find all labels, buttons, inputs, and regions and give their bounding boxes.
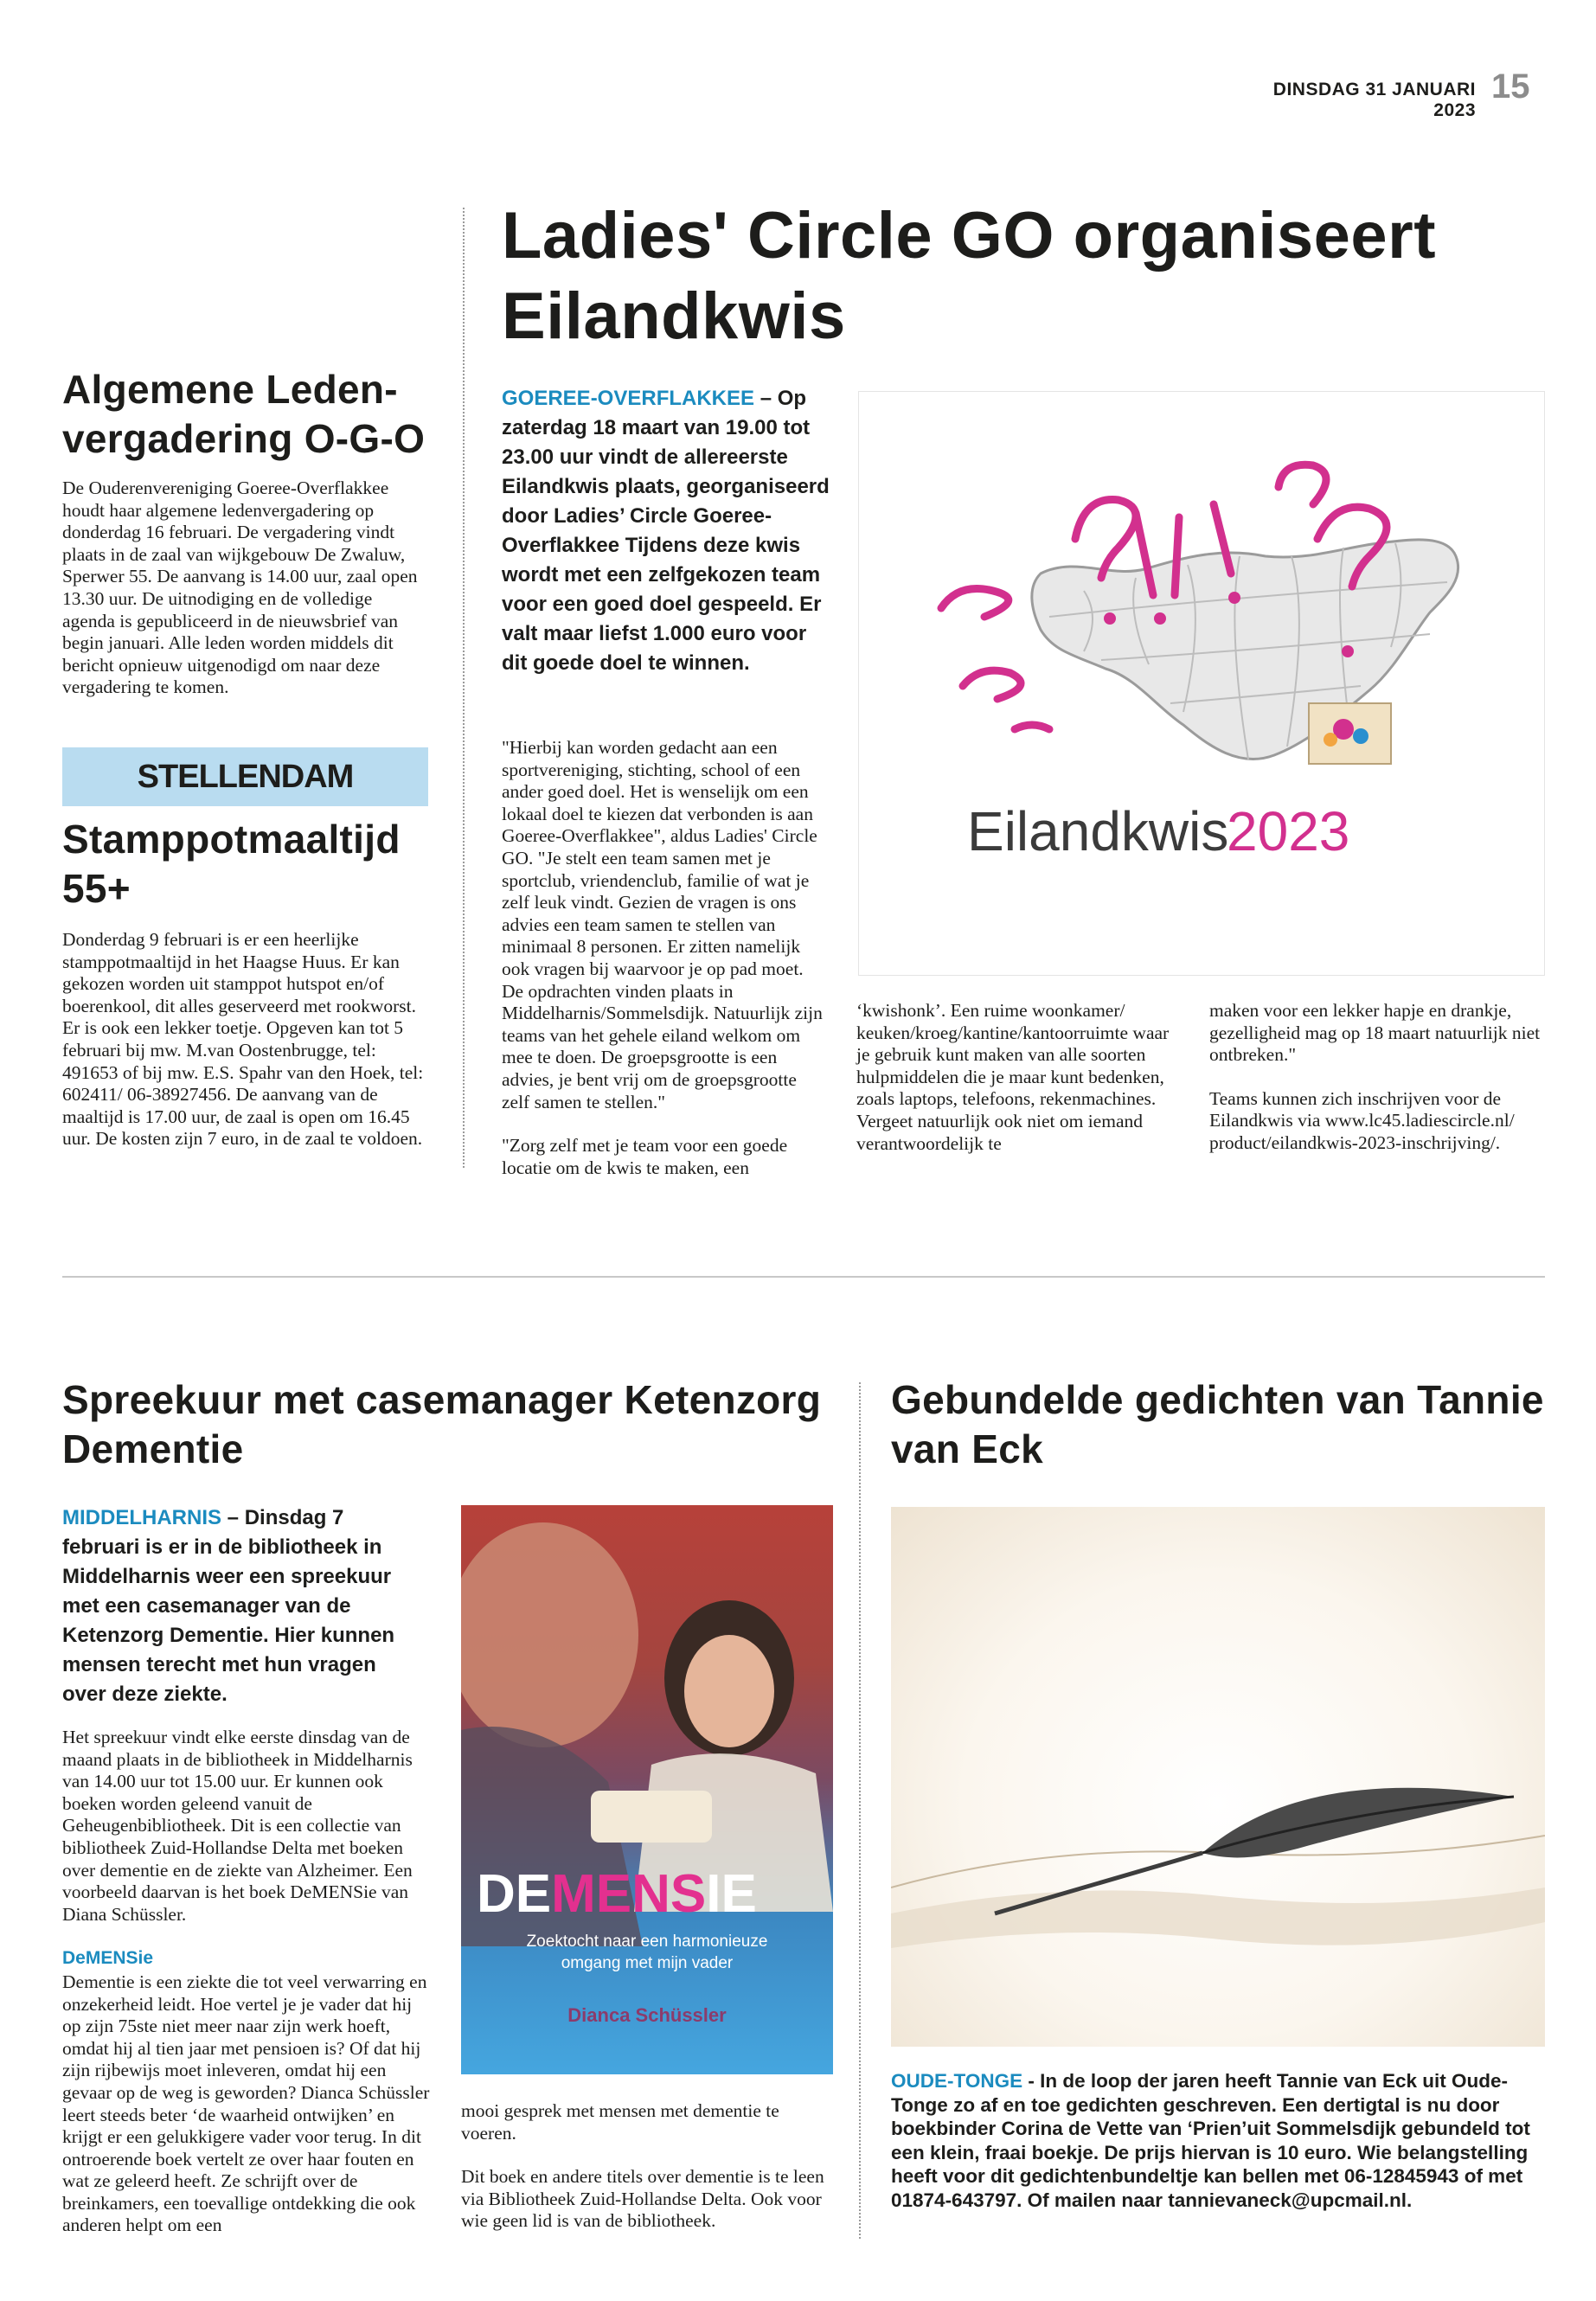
demensie-book-cover: [461, 1505, 833, 2074]
eilandkwis-col1-paragraph-1: "Hierbij kan worden gedacht aan een sportvereniging, stichting, school of een ander goed doel. Het is wenselijk om een lokaal doel te kiezen dat verbonden is aan Goeree-Overflakkee", aldus Ladies' Circle GO. "Je stelt een team samen met je sportclub, vriendenclub, familie of wat je zelf leuk vindt. Gezien de vragen is ons advies een team samen te stellen van minimaal 8 personen. Er zitten namelijk ook vragen bij waarvoor je op pad moet. De opdrachten vinden plaats in Middelharnis/Sommelsdijk. Natuurlijk zijn teams van het gehele eiland welkom om mee te doen. De groepsgrootte is een advies, je bent vrij om de groepsgrootte zelf samen te stellen.": [502, 737, 823, 1112]
quill-image: [891, 1507, 1545, 2047]
dash-mark-icon: [1015, 725, 1049, 729]
eilandkwis-image-caption-word: Eilandkwis: [967, 800, 1229, 862]
section-divider: [62, 1276, 1545, 1278]
stellendam-paragraph: Donderdag 9 februari is er een heerlijke stamppotmaaltijd in het Haagse Huus. Er kan gekozen worden uit stamppot hutspot en/of boerenkool, dit alles geserveerd met rookworst. Er is ook een lekker toetje. Opgeven kan tot 5 februari bij mw. M.van Oostenbrugge, tel: 491653 of bij mw. E.S. Spahr van den Hoek, tel: 602411/ 06-38927456. De aanvang van de maaltijd is 17.00 uur, de zaal is open om 16.45 uur. De kosten zijn 7 euro, in de zaal te voldoen.: [62, 929, 424, 1150]
logo-dot: [1353, 728, 1368, 744]
book-author: Dianca Schüssler: [567, 2004, 727, 2026]
exclamation-mark-icon: [1175, 517, 1179, 595]
dementie-col2-paragraph-2: Dit boek en andere titels over dementie is te leen via Bibliotheek Zuid-Hollandse Delta. Ook voor wie geen lid is van de bibliotheek.: [461, 2166, 824, 2232]
dementie-paragraph-1: Het spreekuur vindt elke eerste dinsdag van de maand plaats in de bibliotheek in Middelharnis van 14.00 uur tot 15.00 uur. Er kunnen ook boeken worden geleend vanuit de Geheugenbibliotheek. Dit is een collectie van bibliotheek Zuid-Hollandse Delta met boeken over dementie en de ziekte van Alzheimer. Een voorbeeld daarvan is het boek DeMENSie van Diana Schüssler.: [62, 1727, 413, 1925]
eilandkwis-column-3: [1209, 1000, 1547, 1176]
ogo-paragraph: De Ouderenvereniging Goeree-Overflakkee houdt haar algemene ledenvergadering op donderdag 16 februari. De vergadering vindt plaats in de zaal van wijkgebouw De Zwaluw, Sperwer 55. De aanvang is 14.00 uur, zaal open 13.30 uur. De uitnodiging en de volledige agenda is gepubliceerd in de nieuwsbrief van begin januari. Alle leden worden middels dit bericht opnieuw uitgenodigd om naar deze vergadering te komen.: [62, 478, 418, 698]
eilandkwis-column-1: [502, 737, 826, 1201]
woman-face-shape: [684, 1635, 774, 1747]
eilandkwis-col3-paragraph-2: Teams kunnen zich inschrijven voor de Eilandkwis via www.lc45.ladiescircle.nl/ product/eilandkwis-2023-inschrijving/.: [1209, 1087, 1515, 1153]
book-title-part: IE: [706, 1864, 757, 1924]
eilandkwis-illustration: [859, 392, 1545, 976]
book-pages-shape: [891, 1888, 1545, 1948]
eilandkwis-column-2: [856, 1000, 1181, 1176]
stellendam-headline: Stamppotmaaltijd 55+: [62, 817, 401, 911]
eilandkwis-location: GOEREE-OVERFLAKKEE: [502, 387, 755, 410]
ogo-headline: Algemene Leden-vergadering O-G-O: [62, 367, 426, 461]
eilandkwis-headline: Ladies' Circle GO organiseert Eilandkwis: [502, 199, 1437, 353]
dementie-location: MIDDELHARNIS: [62, 1506, 221, 1529]
eilandkwis-lead-text: Op zaterdag 18 maart van 19.00 tot 23.00 uur vindt de allereerste Eilandkwis plaats, georganiseerd door Ladies’ Circle Goeree-Overflakkee Tijdens deze kwis wordt met een zelfgekozen team voor een goed doel gespeeld. Er valt maar liefst 1.000 euro voor dit goede doel te winnen.: [502, 387, 830, 675]
book-title-part: DE: [477, 1864, 552, 1924]
dementie-paragraph-2: Dementie is een ziekte die tot veel verwarring en onzekerheid leidt. Hoe vertel je je vader dat hij op zijn 75ste niet meer naar zijn werk hoeft, omdat hij al tien jaar met pensioen is? Of dat hij zijn rijbewijs moet inleveren, omdat hij een gevaar op de weg is geworden? Dianca Schüssler leert steeds beter ‘de waarheid ontwijken’ en krijgt er een gelukkigere vader voor terug. In dit ontroerende boek vertelt ze over haar fouten en wat ze geleerd heeft. Ze schrijft over de breinkamers, een toevallige ontdekking die ook anderen helpt om een: [62, 1971, 430, 2236]
eilandkwis-col1-paragraph-2: "Zorg zelf met je team voor een goede locatie om de kwis te maken, een: [502, 1135, 788, 1178]
dementie-headline: Spreekuur met casemanager Ketenzorg Dementie: [62, 1377, 822, 1471]
question-mark-icon: [963, 670, 1021, 699]
dementie-lead-text: Dinsdag 7 februari is er in de bibliotheek in Middelharnis weer een spreekuur met een casemanager van de Ketenzorg Dementie. Hier kunnen mensen terecht met hun vragen over deze ziekte.: [62, 1506, 395, 1706]
eilandkwis-col3-paragraph-1: maken voor een lekker hapje en drankje, gezelligheid mag op 18 maart natuurlijk niet ontbreken.": [1209, 1000, 1541, 1066]
book-title-part: MENS: [551, 1864, 707, 1924]
dementie-subhead: DeMENSie: [62, 1948, 154, 1969]
question-mark-icon: [941, 589, 1009, 618]
dementie-column-2: [461, 2100, 824, 2254]
puzzle-box-shape: [591, 1791, 712, 1843]
question-mark-icon: [1279, 465, 1326, 504]
book-title: [477, 1864, 757, 1924]
dementie-lead: [62, 1503, 426, 1709]
book-subtitle: Zoektocht naar een harmonieuze omgang met mijn vader: [526, 1932, 768, 1972]
gedichten-lead: [891, 2069, 1548, 2212]
column-divider-bottom: [859, 1382, 861, 2239]
gedichten-location: OUDE-TONGE: [891, 2070, 1023, 2092]
book-cover-photo: [461, 1505, 833, 2074]
issue-date: DINSDAG 31 JANUARI 2023: [1272, 80, 1476, 120]
eilandkwis-image-caption-year: 2023: [1227, 800, 1350, 862]
stellendam-banner: STELLENDAM: [62, 747, 428, 806]
book-subtitle-container: [496, 1931, 798, 1991]
man-head-shape: [461, 1522, 638, 1747]
stellendam-article-body: [62, 929, 426, 1172]
eilandkwis-lead-dash: –: [754, 387, 772, 410]
quill-illustration: [891, 1507, 1545, 2047]
logo-dot: [1324, 733, 1337, 747]
dementie-column-1: [62, 1727, 430, 2259]
gedichten-lead-dash: -: [1022, 2070, 1041, 2092]
gedichten-headline: Gebundelde gedichten van Tannie van Eck: [891, 1377, 1544, 1471]
eilandkwis-lead: [502, 384, 830, 678]
dementie-lead-dash: –: [221, 1506, 245, 1529]
dementie-col2-paragraph-1: mooi gesprek met mensen met dementie te voeren.: [461, 2100, 779, 2144]
gedichten-lead-text: In de loop der jaren heeft Tannie van Eck uit Oude-Tonge zo af en toe gedichten geschreven. Een dertigtal is nu door boekbinder Corina de Vette van ‘Prien’uit Sommelsdijk gebundeld tot een klein, fraai boekje. De prijs hiervan is 10 euro. Wie belangstelling heeft voor dit gedichtenbundeltje kan bellen met 06-12845943 of met 01874-643797. Of mailen naar tannievaneck@upcmail.nl.: [891, 2070, 1530, 2211]
eilandkwis-col2-paragraph: ‘kwishonk’. Een ruime woonkamer/ keuken/kroeg/kantine/kantoorruimte waar je gebruik kunt maken van alle soorten hulpmiddelen die je maar kunt bedenken, zoals laptops, telefoons, rekenmachines. Vergeet natuurlijk ook niet om iemand verantwoordelijk te: [856, 1000, 1170, 1154]
eilandkwis-image: [858, 391, 1545, 976]
ogo-article-body: [62, 478, 426, 721]
page-number: 15: [1491, 67, 1530, 106]
column-divider-top: [463, 208, 465, 1168]
